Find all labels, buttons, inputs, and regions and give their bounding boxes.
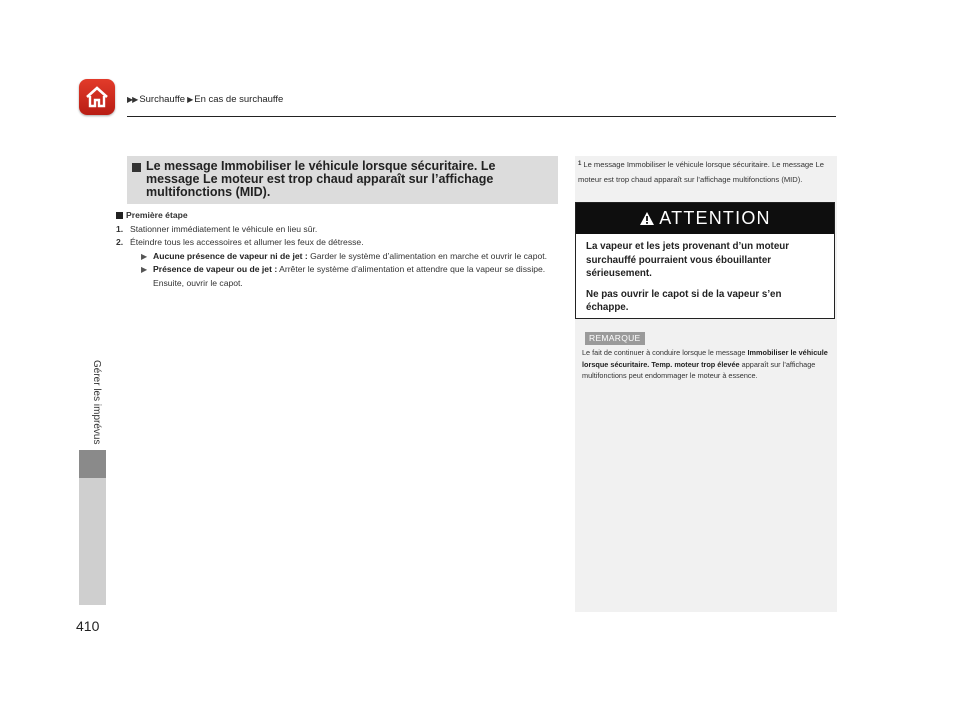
- step-number: 1.: [116, 223, 124, 234]
- remark-text-post: apparaît sur l’affichage multifonctions peut endommager le moteur à essence.: [582, 359, 816, 380]
- sub-heading-text: Première étape: [126, 210, 188, 220]
- section-tab-active[interactable]: [79, 450, 106, 478]
- attention-body: [576, 234, 834, 315]
- attention-paragraph: La vapeur et les jets provenant d’un moteur surchauffé pourraient vous ébouillanter sérieusement.: [586, 241, 790, 279]
- home-icon: [84, 85, 110, 109]
- breadcrumb-item-surchauffe[interactable]: Surchauffe: [139, 94, 186, 105]
- section-tab-strip: [79, 478, 106, 605]
- condition-label: Aucune présence de vapeur ni de jet :: [153, 250, 308, 261]
- main-content: [116, 209, 560, 290]
- page-number: 410: [76, 618, 100, 634]
- section-tab-label: Gérer les imprévus: [91, 360, 102, 445]
- attention-title: ATTENTION: [659, 208, 771, 228]
- breadcrumb-arrow-icon: ▶▶: [127, 95, 138, 104]
- step-text: Stationner immédiatement le véhicule en lieu sûr.: [130, 223, 318, 234]
- note-reference-number: 1: [578, 161, 582, 167]
- remark-badge: REMARQUE: [585, 332, 645, 345]
- section-square-icon: [132, 163, 141, 172]
- section-title: [127, 156, 558, 204]
- remark-text-pre: Le fait de continuer à conduire lorsque le message: [582, 348, 748, 357]
- condition-text: Garder le système d’alimentation en marche et ouvrir le capot.: [307, 250, 548, 261]
- step-item: [116, 223, 560, 237]
- attention-box: [575, 202, 835, 319]
- condition-text: Arrêter le système d’alimentation et attendre que la vapeur se dissipe. Ensuite, ouvrir le capot.: [153, 264, 546, 288]
- step-number: 2.: [116, 237, 124, 247]
- remark-text: [582, 347, 832, 382]
- note-reference-text: Le message Immobiliser le véhicule lorsque sécuritaire. Le message Le moteur est trop chaud apparaît sur l’affichage multifonctions (MID).: [578, 160, 824, 184]
- condition-item: [141, 250, 560, 264]
- attention-paragraph: Ne pas ouvrir le capot si de la vapeur s’en échappe.: [586, 288, 782, 313]
- breadcrumb-item-en-cas[interactable]: En cas de surchauffe: [194, 94, 284, 105]
- condition-arrow-icon: ▶: [141, 251, 148, 261]
- home-button[interactable]: [79, 79, 115, 115]
- sub-heading: [116, 209, 560, 223]
- step-text: Éteindre tous les accessoires et allumer les feux de détresse.: [130, 237, 364, 247]
- sub-heading-square-icon: [116, 212, 123, 219]
- condition-item: [141, 263, 560, 290]
- breadcrumb-arrow-icon: ▶: [187, 95, 193, 104]
- warning-icon: [639, 211, 655, 226]
- condition-arrow-icon: ▶: [141, 265, 148, 274]
- note-reference: [578, 157, 834, 187]
- attention-header: [576, 203, 834, 234]
- condition-label: Présence de vapeur ou de jet :: [153, 264, 278, 274]
- remark-text-bold: Immobiliser le véhicule lorsque sécuritaire. Temp. moteur trop élevée: [582, 348, 828, 369]
- breadcrumb: [127, 94, 283, 105]
- section-title-text: Le message Immobiliser le véhicule lorsque sécuritaire. Le message Le moteur est trop chaud apparaît sur l’affichage multifonctions (MID).: [146, 159, 496, 199]
- step-item: [116, 236, 560, 250]
- header-divider: [127, 116, 836, 117]
